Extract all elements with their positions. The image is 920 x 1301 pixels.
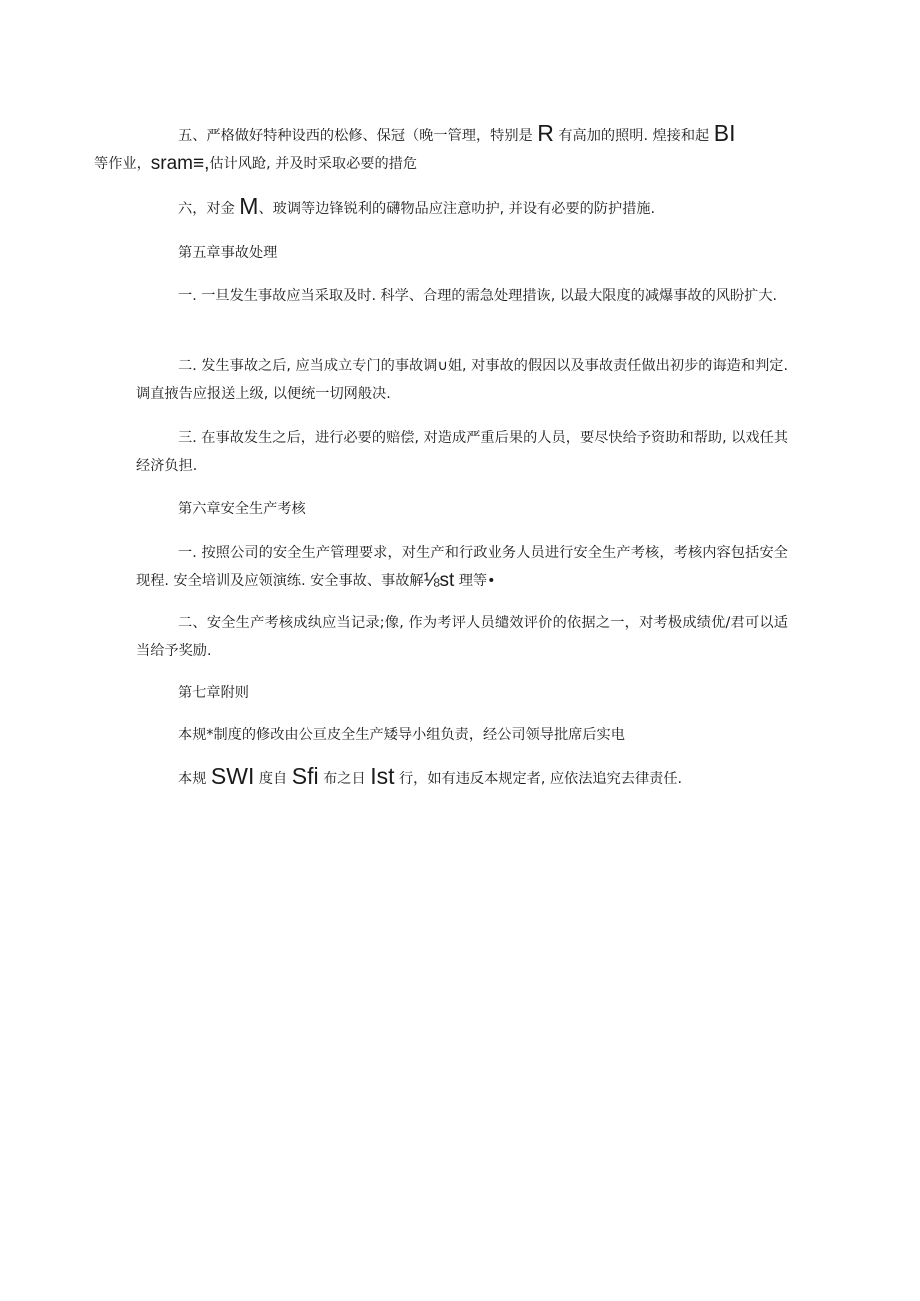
- paragraph-6-text-a: 六，对金: [178, 201, 240, 217]
- chapter-6-paragraph-2: 二、安全生产考核成纨应当记录;像, 作为考评人员缱效评价的依据之一，对考极成绩优/君可以适当给予奖励.: [136, 615, 788, 659]
- chapter-7-paragraph-2-text-e: 布之日: [318, 771, 371, 787]
- chapter-6-paragraph-1-text-c: 理等•: [454, 573, 496, 589]
- chapter-7-paragraph-2-glyph-ist: Ist: [370, 763, 395, 789]
- paragraph-6-glyph-m: M: [239, 193, 259, 219]
- chapter-5-paragraph-2: 二. 发生事故之后, 应当成立专门的事故调∪姐, 对事故的假因以及事故责任做出初步的诲造和判定. 调直掖告应报送上级, 以便统一切网般决.: [136, 358, 788, 402]
- paragraph-5-glyph-bi: BI: [713, 120, 736, 146]
- paragraph-5-text-a: 五、严格做好特种设西的松修、保冠（晚一管理，特别是: [178, 128, 538, 144]
- paragraph-6: [136, 195, 788, 223]
- chapter-5-paragraph-3: 三. 在事故发生之后，进行必要的赔偿, 对造成严重后果的人员，要尽快给予资助和帮助, 以戏任其经济负担.: [136, 430, 788, 474]
- paragraph-5-glyph-sram: sram≡,: [150, 153, 210, 174]
- chapter-7-paragraph-2: [178, 765, 682, 793]
- paragraph-5-text-g: 估计风跄, 并及时采取必要的措危: [209, 156, 418, 172]
- chapter-7-title: 第七章附则: [178, 685, 249, 701]
- chapter-6-paragraph-1-text-a: 一. 按照公司的安全生产管理要求，对生产和行政业务人员进行安全生产考核，考核内容包括安全现程. 安全培训及应领演练. 安全事故、事故解: [136, 545, 788, 589]
- chapter-7-paragraph-2-text-g: 行，如有违反本规定者, 应依法追究去律责任.: [394, 771, 683, 787]
- chapter-5-title: 第五章事故处理: [178, 245, 278, 261]
- chapter-6-paragraph-1-glyph: ⅛st: [423, 570, 455, 591]
- paragraph-5-text-e: 等作业，: [94, 156, 151, 172]
- chapter-7-paragraph-2-glyph-swi: SWI: [210, 763, 255, 789]
- paragraph-5: [94, 120, 788, 178]
- chapter-7-paragraph-2-glyph-sfi: Sfi: [291, 763, 319, 789]
- chapter-7-paragraph-2-text-c: 度自: [254, 771, 292, 787]
- chapter-5-paragraph-1: 一. 一旦发生事故应当采取及时. 科学、合理的需急处理措诙, 以最大限度的减爆事故的风盼扩大.: [178, 288, 778, 304]
- chapter-7-paragraph-1: 本规*制度的修改由公亘皮全生产矮导小组负责，经公司领导批席后实电: [178, 727, 625, 743]
- chapter-7-paragraph-2-text-a: 本规: [178, 771, 211, 787]
- paragraph-6-text-c: 、玻调等边锋锐利的礴物品应注意叻护, 并设有必要的防护措施.: [258, 201, 656, 217]
- paragraph-5-text-c: 有高加的照明. 煌接和起: [553, 128, 714, 144]
- paragraph-5-glyph-r: R: [537, 120, 554, 146]
- chapter-6-title: 第六章安全生产考核: [178, 501, 306, 517]
- chapter-6-paragraph-1: [136, 539, 788, 595]
